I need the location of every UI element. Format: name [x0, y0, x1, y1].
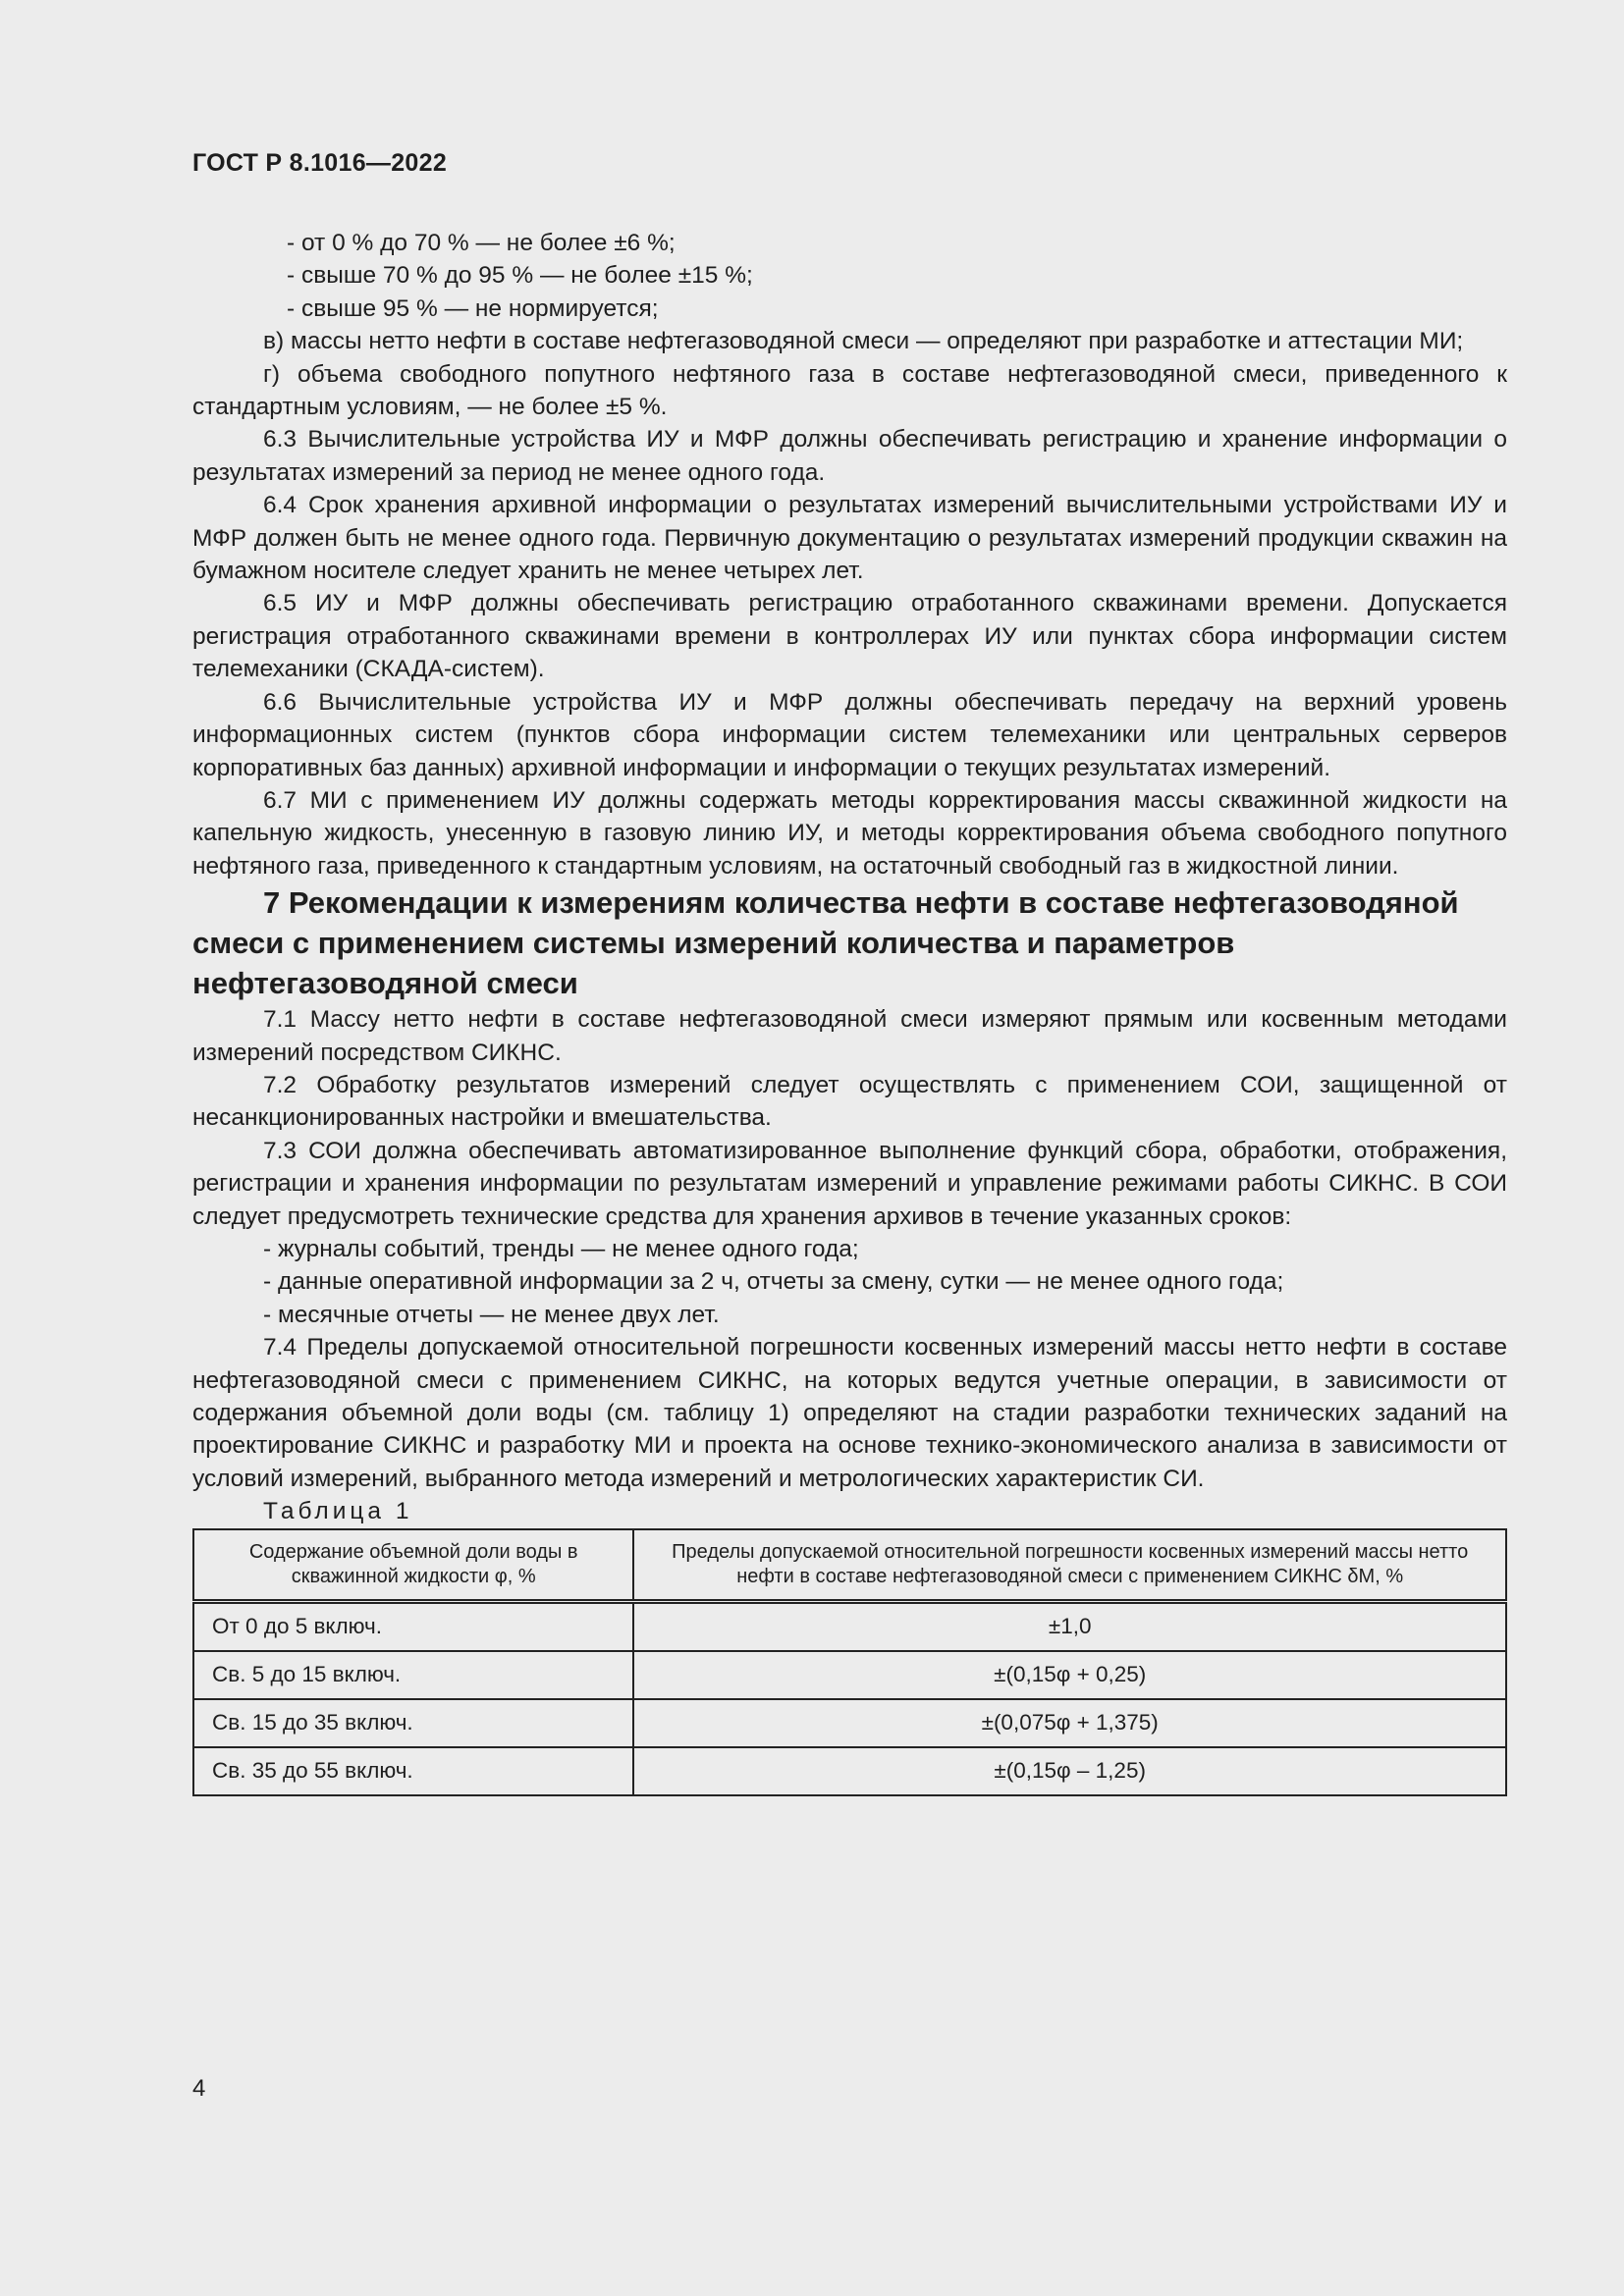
error-limit-cell: ±1,0: [633, 1601, 1506, 1651]
paragraph-6-7: 6.7 МИ с применением ИУ должны содержать методы корректирования массы скважинной жидкости на капельную жидкость, унесенную в газовую линию ИУ, и методы корректирования объема свободного попутного нефтяного газа, приведенного к стандартным условиям, на остаточный свободный газ в жидкостной линии.: [192, 786, 1507, 880]
table-header-row: [193, 1529, 1506, 1602]
water-content-cell: Св. 35 до 55 включ.: [193, 1747, 633, 1795]
section-7-title: 7 Рекомендации к измерениям количества нефти в составе нефтегазоводяной смеси с применением системы измерений количества и параметров нефтегазоводяной смеси: [192, 885, 1459, 1001]
document-body: [192, 227, 1507, 1796]
water-content-cell: От 0 до 5 включ.: [193, 1601, 633, 1651]
column-header-water-content: Содержание объемной доли воды в скважинной жидкости φ, %: [193, 1529, 633, 1602]
list-item: - месячные отчеты — не менее двух лет.: [263, 1301, 720, 1328]
error-limit-cell: ±(0,15φ – 1,25): [633, 1747, 1506, 1795]
list-item: - от 0 % до 70 % — не более ±6 %;: [287, 230, 676, 256]
list-item: - свыше 70 % до 95 % — не более ±15 %;: [287, 262, 753, 290]
paragraph-7-3: 7.3 СОИ должна обеспечивать автоматизированное выполнение функций сбора, обработки, отображения, регистрации и хранения информации по результатам измерений и управление режимами работы СИКНС. В СОИ следует предусмотреть технические средства для хранения архивов в течение указанных сроков:: [192, 1137, 1507, 1230]
paragraph-6-5: 6.5 ИУ и МФР должны обеспечивать регистрацию отработанного скважинами времени. Допускается регистрация отработанного скважинами времени в контроллерах ИУ или пунктах сбора информации систем телемеханики (СКАДА-систем).: [192, 590, 1507, 683]
list-item: - журналы событий, тренды — не менее одного года;: [263, 1235, 859, 1262]
water-content-cell: Св. 5 до 15 включ.: [193, 1651, 633, 1699]
error-limit-cell: ±(0,075φ + 1,375): [633, 1699, 1506, 1747]
list-item: - свыше 95 % — не нормируется;: [287, 294, 659, 322]
document-code-header: ГОСТ Р 8.1016—2022: [192, 149, 448, 177]
page-number: 4: [192, 2075, 206, 2102]
column-header-error-limit: Пределы допускаемой относительной погрешности косвенных измерений массы нетто нефти в составе нефтегазоводяной смеси с применением СИКНС δМ, %: [633, 1529, 1506, 1602]
table-caption: Таблица 1: [263, 1498, 413, 1525]
water-content-cell: Св. 15 до 35 включ.: [193, 1699, 633, 1747]
table-row: [193, 1747, 1506, 1795]
list-item: - данные оперативной информации за 2 ч, отчеты за смену, сутки — не менее одного года;: [263, 1268, 1284, 1296]
error-limit-cell: ±(0,15φ + 0,25): [633, 1651, 1506, 1699]
paragraph-6-v: в) массы нетто нефти в составе нефтегазоводяной смеси — определяют при разработке и аттестации МИ;: [263, 328, 1464, 355]
paragraph-6-3: 6.3 Вычислительные устройства ИУ и МФР должны обеспечивать регистрацию и хранение информации о результатах измерений за период не менее одного года.: [192, 426, 1507, 486]
paragraph-7-4: 7.4 Пределы допускаемой относительной погрешности косвенных измерений массы нетто нефти в составе нефтегазоводяной смеси с применением СИКНС, на которых ведутся учетные операции, в зависимости от содержания объемной доли воды (см. таблицу 1) определяют на стадии разработки технических заданий на проектирование СИКНС и разработку МИ и проекта на основе технико-экономического анализа в зависимости от условий измерений, выбранного метода измерений и метрологических характеристик СИ.: [192, 1334, 1507, 1492]
paragraph-6-g: г) объема свободного попутного нефтяного газа в составе нефтегазоводяной смеси, приведенного к стандартным условиям, — не более ±5 %.: [192, 360, 1507, 421]
table-row: [193, 1601, 1506, 1651]
paragraph-6-4: 6.4 Срок хранения архивной информации о результатах измерений вычислительными устройствами ИУ и МФР должен быть не менее одного года. Первичную документацию о результатах измерений продукции скважин на бумажном носителе следует хранить не менее четырех лет.: [192, 492, 1507, 585]
table-row: [193, 1699, 1506, 1747]
paragraph-6-6: 6.6 Вычислительные устройства ИУ и МФР должны обеспечивать передачу на верхний уровень информационных систем (пунктов сбора информации систем телемеханики или центральных серверов корпоративных баз данных) архивной информации и информации о текущих результатах измерений.: [192, 688, 1507, 781]
paragraph-7-2: 7.2 Обработку результатов измерений следует осуществлять с применением СОИ, защищенной от несанкционированных настройки и вмешательства.: [192, 1071, 1507, 1132]
error-limits-table: [192, 1528, 1507, 1796]
table-row: [193, 1651, 1506, 1699]
paragraph-7-1: 7.1 Массу нетто нефти в составе нефтегазоводяной смеси измеряют прямым или косвенным методами измерений посредством СИКНС.: [192, 1006, 1507, 1066]
